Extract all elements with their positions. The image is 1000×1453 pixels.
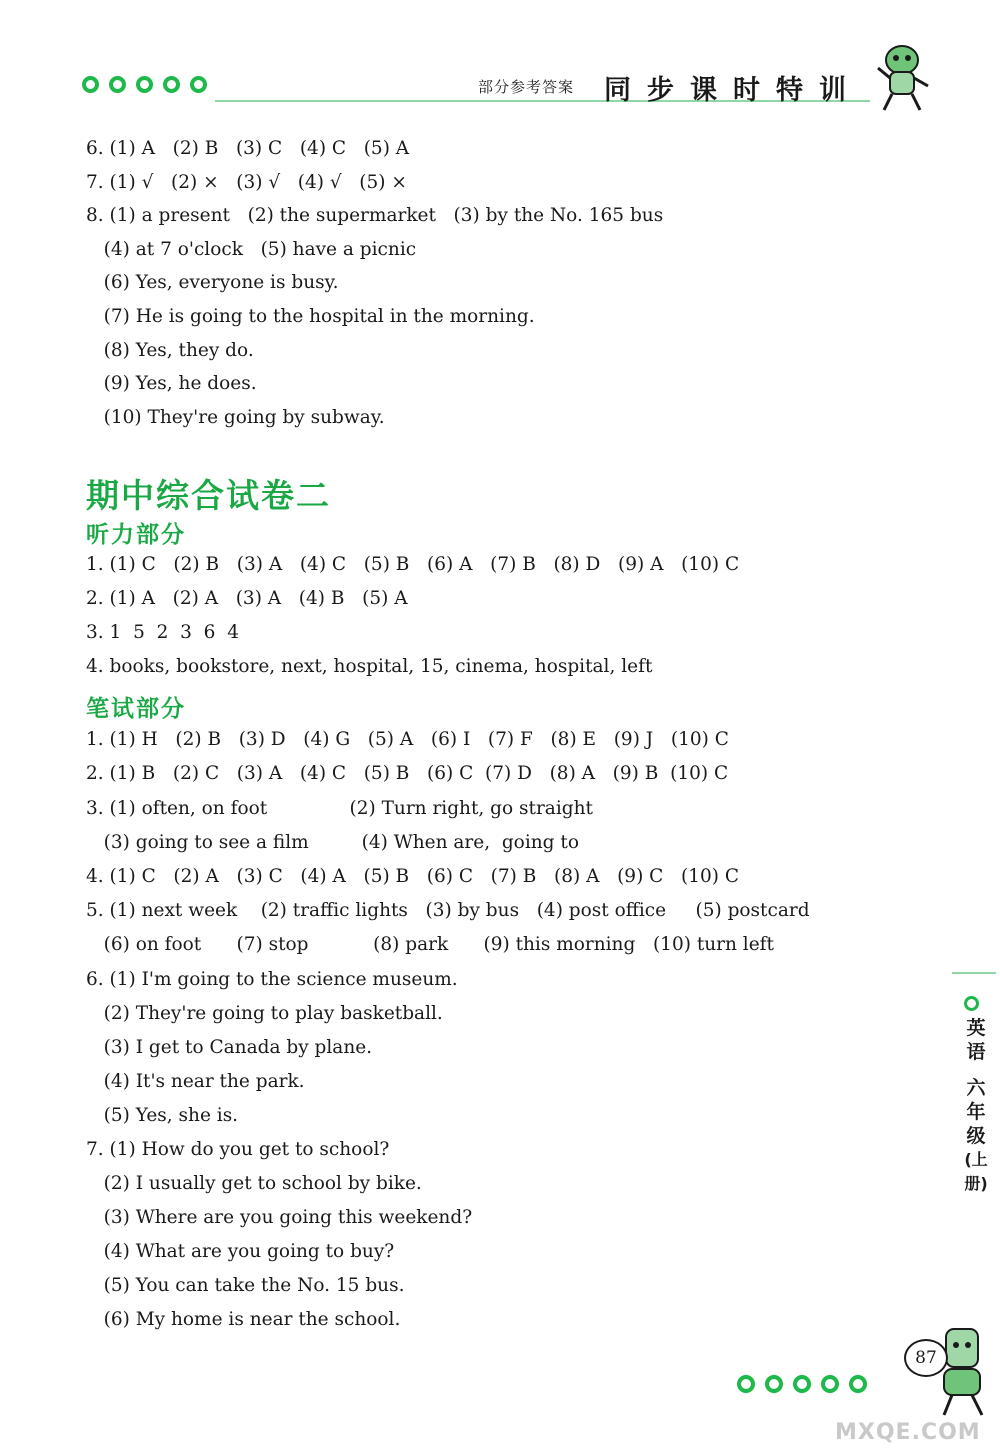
page-header: [0, 0, 1000, 120]
answer-line: 2. (1) B (2) C (3) A (4) C (5) B (6) C (7) D (8) A (9) B (10) C: [86, 763, 729, 784]
answer-line: (6) Yes, everyone is busy.: [86, 272, 339, 293]
answer-line: (5) You can take the No. 15 bus.: [86, 1275, 405, 1296]
answer-line: 1. (1) H (2) B (3) D (4) G (5) A (6) I (7) F (8) E (9) J (10) C: [86, 729, 729, 750]
side-dot-icon: [964, 996, 979, 1011]
answer-line: 3. 1 5 2 3 6 4: [86, 622, 239, 643]
decorative-dot: [190, 76, 207, 93]
section-label: 部分参考答案: [478, 78, 575, 96]
answer-line: (2) They're going to play basketball.: [86, 1003, 443, 1024]
side-divider: [952, 972, 996, 974]
answer-line: (4) It's near the park.: [86, 1071, 305, 1092]
decorative-dot: [163, 76, 180, 93]
subject-label: 英语: [966, 1017, 986, 1063]
listening-title: 听力部分: [86, 522, 186, 548]
answer-line: (4) What are you going to buy?: [86, 1241, 395, 1262]
footer-dots: [737, 1375, 867, 1393]
answer-line: (6) My home is near the school.: [86, 1309, 401, 1330]
answer-line: 6. (1) A (2) B (3) C (4) C (5) A: [86, 138, 410, 159]
writing-title: 笔试部分: [86, 696, 186, 722]
page-number: 87: [904, 1339, 948, 1377]
decorative-dot: [109, 76, 126, 93]
decorative-dot: [793, 1375, 811, 1393]
answer-line: 2. (1) A (2) A (3) A (4) B (5) A: [86, 588, 408, 609]
answer-line: (3) Where are you going this weekend?: [86, 1207, 473, 1228]
answer-line: 7. (1) How do you get to school?: [86, 1139, 390, 1160]
answer-line: 4. (1) C (2) A (3) C (4) A (5) B (6) C (7) B (8) A (9) C (10) C: [86, 866, 739, 887]
answer-line: (5) Yes, she is.: [86, 1105, 239, 1126]
decorative-dot: [82, 76, 99, 93]
answer-line: (3) going to see a film (4) When are, going to: [86, 832, 579, 853]
answer-line: (6) on foot (7) stop (8) park (9) this morning (10) turn left: [86, 934, 774, 955]
book-title: 同步课时特训: [604, 75, 862, 106]
answer-line: 5. (1) next week (2) traffic lights (3) by bus (4) post office (5) postcard: [86, 900, 810, 921]
answer-line: (10) They're going by subway.: [86, 407, 385, 428]
answer-line: 4. books, bookstore, next, hospital, 15, cinema, hospital, left: [86, 656, 653, 677]
decorative-dot: [136, 76, 153, 93]
answer-line: 6. (1) I'm going to the science museum.: [86, 969, 458, 990]
answer-line: (7) He is going to the hospital in the morning.: [86, 306, 535, 327]
decorative-dot: [849, 1375, 867, 1393]
answer-line: 1. (1) C (2) B (3) A (4) C (5) B (6) A (7) B (8) D (9) A (10) C: [86, 554, 740, 575]
answer-line: (8) Yes, they do.: [86, 340, 254, 361]
volume-label: (上册): [964, 1150, 988, 1193]
header-dots: [82, 76, 207, 93]
watermark: MXQE.COM: [835, 1420, 981, 1445]
answer-line: 8. (1) a present (2) the supermarket (3) by the No. 165 bus: [86, 205, 664, 226]
decorative-dot: [737, 1375, 755, 1393]
answer-line: (3) I get to Canada by plane.: [86, 1037, 373, 1058]
answer-line: (2) I usually get to school by bike.: [86, 1173, 422, 1194]
decorative-dot: [821, 1375, 839, 1393]
decorative-dot: [765, 1375, 783, 1393]
grade-label: 六年级: [966, 1077, 986, 1147]
answer-line: (4) at 7 o'clock (5) have a picnic: [86, 239, 417, 260]
mascot-icon: [872, 38, 934, 116]
answer-line: 7. (1) √ (2) × (3) √ (4) √ (5) ×: [86, 172, 407, 193]
answer-line: 3. (1) often, on foot (2) Turn right, go straight: [86, 798, 593, 819]
exam-title: 期中综合试卷二: [86, 476, 331, 515]
answer-line: (9) Yes, he does.: [86, 373, 257, 394]
